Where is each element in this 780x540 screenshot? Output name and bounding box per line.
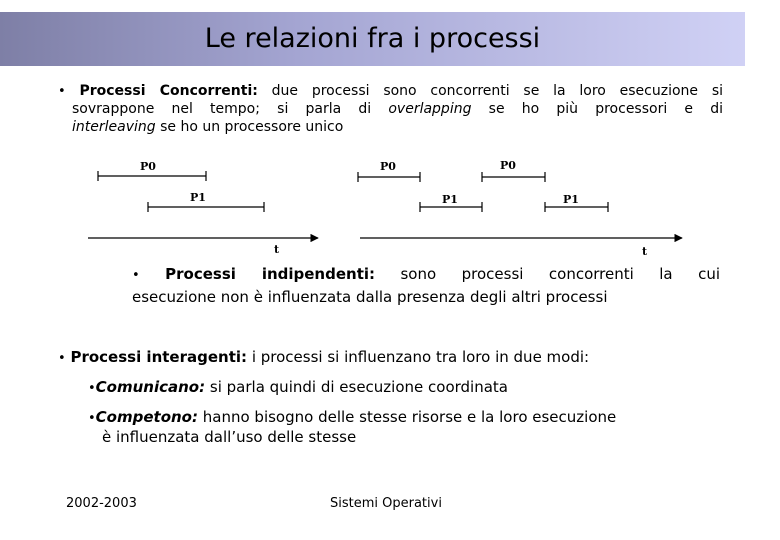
indipendenti-label: Processi indipendenti: xyxy=(165,265,376,283)
indipendenti-text2: esecuzione non è influenzata dalla presenza degli altri processi xyxy=(132,288,608,306)
competono-label: Competono: xyxy=(95,408,198,426)
interagenti-text: i processi si influenzano tra loro in due modi: xyxy=(251,348,590,366)
footer-year: 2002-2003 xyxy=(66,496,137,511)
right-p1b-label: P1 xyxy=(563,193,579,206)
interagenti-line xyxy=(58,348,738,368)
concorrenti-label: Processi Concorrenti: xyxy=(79,83,258,99)
comunicano-text: si parla quindi di esecuzione coordinata xyxy=(209,378,508,396)
indipendenti-line2 xyxy=(132,288,732,307)
bullet-glyph: • xyxy=(132,268,140,283)
bullet-glyph: • xyxy=(58,351,66,366)
interleaving-term: interleaving xyxy=(72,119,156,135)
concorrenti-text2-pre: sovrappone nel tempo; si parla di xyxy=(72,101,372,117)
bullet-glyph: • xyxy=(58,84,66,99)
right-t-label: t xyxy=(642,245,648,258)
left-p1-label: P1 xyxy=(190,191,206,204)
concorrenti-text1: due processi sono concorrenti se la loro esecuzione si xyxy=(271,83,724,99)
overlapping-term: overlapping xyxy=(388,101,472,117)
comunicano-item xyxy=(88,378,738,398)
bullet-glyph: • xyxy=(88,381,96,396)
right-p1a-label: P1 xyxy=(442,193,458,206)
competono-line2 xyxy=(102,428,732,447)
concorrenti-text3-post: se ho un processore unico xyxy=(160,119,344,135)
comunicano-label: Comunicano: xyxy=(95,378,206,396)
concorrenti-text2-post: se ho più processori e di xyxy=(488,101,723,117)
competono-item xyxy=(88,408,738,428)
footer-course: Sistemi Operativi xyxy=(330,496,442,511)
indipendenti-text1: sono processi concorrenti la cui xyxy=(400,265,720,283)
slide-title: Le relazioni fra i processi xyxy=(204,23,541,54)
right-p0a-label: P0 xyxy=(380,160,396,173)
competono-text2: è influenzata dall’uso delle stesse xyxy=(102,428,357,446)
bullet-glyph: • xyxy=(88,411,96,426)
left-p0-label: P0 xyxy=(140,160,156,173)
right-p0b-label: P0 xyxy=(500,159,516,172)
left-t-label: t xyxy=(274,243,280,256)
indipendenti-line1 xyxy=(132,265,720,285)
competono-text: hanno bisogno delle stesse risorse e la loro esecuzione xyxy=(202,408,617,426)
interagenti-label: Processi interagenti: xyxy=(70,348,248,366)
